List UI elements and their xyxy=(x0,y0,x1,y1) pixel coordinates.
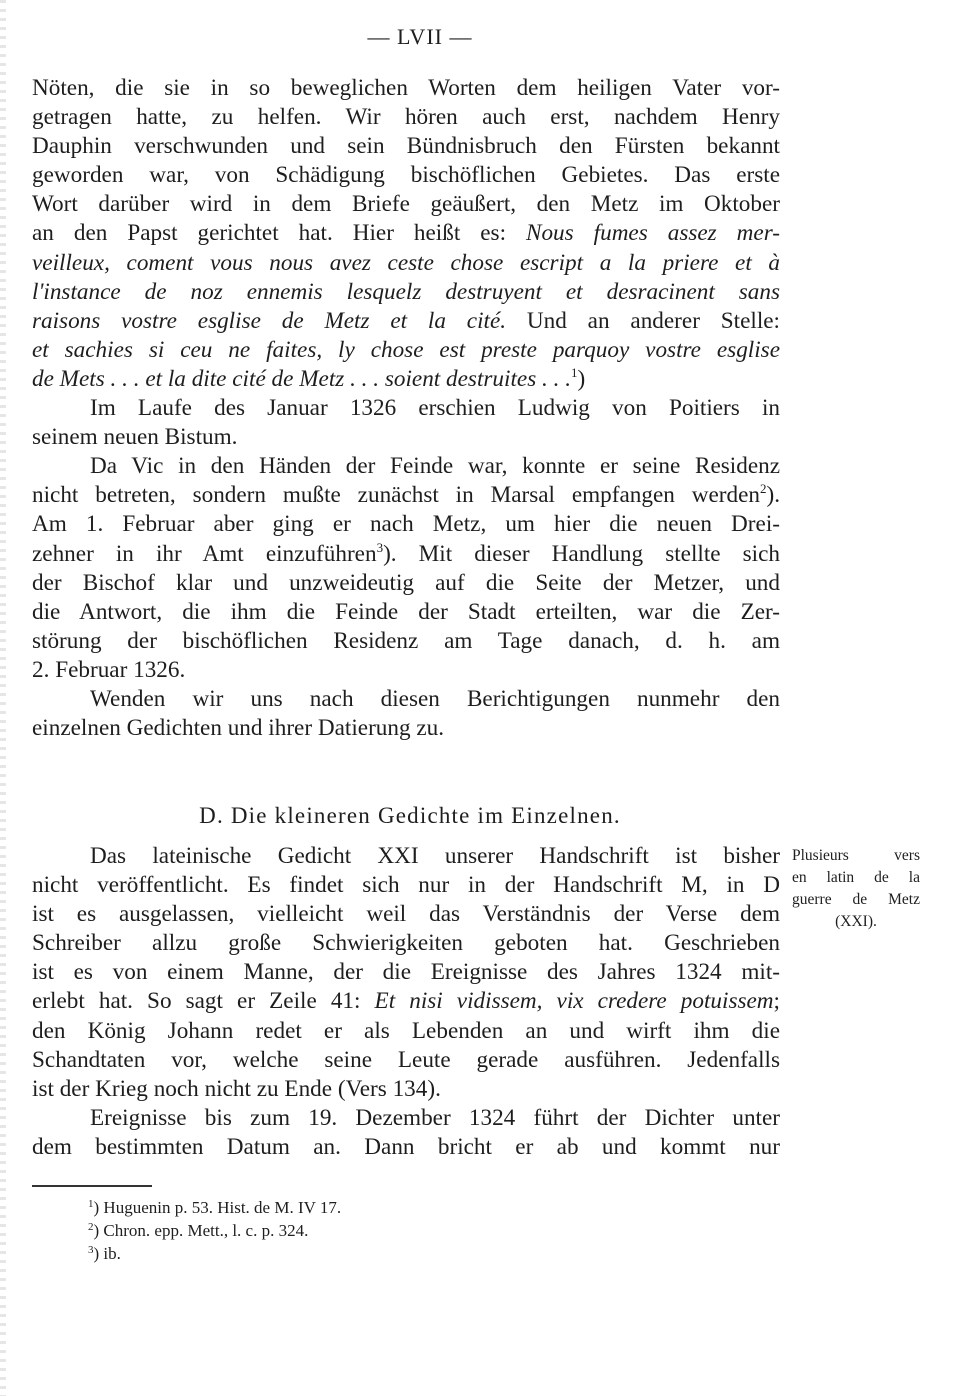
footnote-ref-1[interactable]: 1 xyxy=(571,364,578,380)
text-roman: ). xyxy=(766,482,780,509)
text-line: Wort darüber wird in dem Briefe geäußert, den Metz im Oktober xyxy=(32,191,780,218)
margin-note-line: (XXI). xyxy=(835,913,877,930)
text-line xyxy=(32,219,780,248)
text-line xyxy=(32,987,780,1016)
quote-line: et sachies si ceu ne faites, ly chose est preste parquoy vostre esglise xyxy=(32,336,780,363)
quote-italic: de Mets . . . et la dite cité de Metz . . . soient destruites . . . xyxy=(32,365,571,392)
footnote-separator xyxy=(32,1185,152,1187)
text-line: einzelnen Gedichten und ihrer Datierung zu. xyxy=(32,715,445,742)
paragraph-1 xyxy=(32,74,780,394)
text-line: Wenden wir uns nach diesen Berichtigungen nunmehr den xyxy=(90,685,780,712)
text-line: seinem neuen Bistum. xyxy=(32,424,238,451)
footnote-2 xyxy=(88,1219,341,1242)
footnote-1 xyxy=(88,1196,341,1219)
text-line xyxy=(32,365,780,394)
text-line: geworden war, von Schädigung bischöflichen Gebietes. Das erste xyxy=(32,162,780,189)
footnote-text: ) Chron. epp. Mett., l. c. p. 324. xyxy=(93,1221,309,1240)
text-line: Dauphin verschwunden und sein Bündnisbruch den Fürsten bekannt xyxy=(32,133,780,160)
footnote-text: ) ib. xyxy=(93,1244,121,1263)
text-line: Ereignisse bis zum 19. Dezember 1324 führt der Dichter unter xyxy=(90,1104,780,1131)
quote-line: veilleux, coment vous nous avez ceste chose escript a la priere et à xyxy=(32,249,780,276)
body-text-section-d xyxy=(32,842,780,1162)
quote-line: l'instance de noz ennemis lesquelz destruyent et desracinent sans xyxy=(32,278,780,305)
text-line: Das lateinische Gedicht XXI unserer Handschrift ist bisher xyxy=(90,843,780,869)
text-roman: nicht betreten, sondern mußte zunächst in Marsal empfangen werden xyxy=(32,482,760,509)
text-line: störung der bischöflichen Residenz am Tage danach, d. h. am xyxy=(32,627,780,654)
text-line: dem bestimmten Datum an. Dann bricht er ab und kommt nur xyxy=(32,1133,780,1160)
margin-note-line: guerre de Metz xyxy=(792,891,920,908)
text-line: ist der Krieg noch nicht zu Ende (Vers 134). xyxy=(32,1075,441,1102)
footnote-ref-2[interactable]: 2 xyxy=(759,481,767,497)
body-text xyxy=(32,74,780,743)
paragraph-4 xyxy=(32,685,780,743)
margin-note xyxy=(792,845,920,933)
text-line: ist es von einem Manne, der die Ereignisse des Jahres 1324 mit- xyxy=(32,959,780,986)
text-line: Schandtaten vor, welche seine Leute gerade ausführen. Jedenfalls xyxy=(32,1046,780,1073)
text-roman: erlebt hat. So sagt er Zeile 41: xyxy=(32,988,375,1015)
text-roman: ). Mit dieser Handlung stellte sich xyxy=(383,540,780,567)
margin-note-line: en latin de la xyxy=(792,869,920,886)
footnote-number: 2 xyxy=(88,1221,94,1233)
paragraph-6 xyxy=(32,1104,780,1162)
footnotes xyxy=(88,1196,341,1265)
running-head-page-number: — LVII — xyxy=(367,24,473,49)
footnote-number: 1 xyxy=(88,1198,94,1210)
text-roman: an den Papst gerichtet hat. Hier heißt es: xyxy=(32,220,526,247)
paragraph-5 xyxy=(32,842,780,1104)
text-line: 2. Februar 1326. xyxy=(32,656,186,683)
text-line: getragen hatte, zu helfen. Wir hören auch erst, nachdem Henry xyxy=(32,104,780,131)
page-edge xyxy=(0,0,6,1396)
text-line: nicht veröffentlicht. Es findet sich nur in der Handschrift M, in D xyxy=(32,872,780,899)
text-line: der Bischof klar und unzweideutig auf die Seite der Metzer, und xyxy=(32,569,780,596)
text-line: Da Vic in den Händen der Feinde war, konnte er seine Residenz xyxy=(90,453,780,480)
text-line: Nöten, die sie in so beweglichen Worten dem heiligen Vater vor- xyxy=(32,75,780,101)
paragraph-2 xyxy=(32,394,780,452)
text-roman: Und an anderer Stelle: xyxy=(506,307,781,334)
section-heading: D. Die kleineren Gedichte im Einzelnen. xyxy=(199,803,621,828)
text-line: Schreiber allzu große Schwierigkeiten geboten hat. Geschrieben xyxy=(32,930,780,957)
footnote-3 xyxy=(88,1242,341,1265)
footnote-number: 3 xyxy=(88,1244,94,1256)
paragraph-3 xyxy=(32,452,780,685)
text-line: ist es ausgelassen, vielleicht weil das Verständnis der Verse dem xyxy=(32,901,780,928)
quote-italic: Et nisi vidissem, vix credere potuissem xyxy=(374,988,774,1015)
text-line: Im Laufe des Januar 1326 erschien Ludwig von Poitiers in xyxy=(90,395,780,422)
text-line xyxy=(32,540,780,569)
quote-italic: raisons vostre esglise de Metz et la cité. xyxy=(32,307,507,334)
text-line xyxy=(32,307,780,336)
text-roman: ; xyxy=(773,988,780,1015)
text-line: Am 1. Februar aber ging er nach Metz, um hier die neuen Drei- xyxy=(32,511,780,538)
text-roman: zehner in ihr Amt einzuführen xyxy=(32,540,377,567)
footnote-text: ) Huguenin p. 53. Hist. de M. IV 17. xyxy=(93,1198,342,1217)
text-roman: ) xyxy=(577,365,586,392)
quote-italic: Nous fumes assez mer- xyxy=(526,220,780,247)
text-line: den König Johann redet er als Lebenden an und wirft ihm die xyxy=(32,1017,780,1044)
margin-note-line: Plusieurs vers xyxy=(792,847,920,864)
footnote-ref-3[interactable]: 3 xyxy=(376,539,384,555)
text-line xyxy=(32,481,780,510)
text-line: die Antwort, die ihm die Feinde der Stadt erteilten, war die Zer- xyxy=(32,598,780,625)
